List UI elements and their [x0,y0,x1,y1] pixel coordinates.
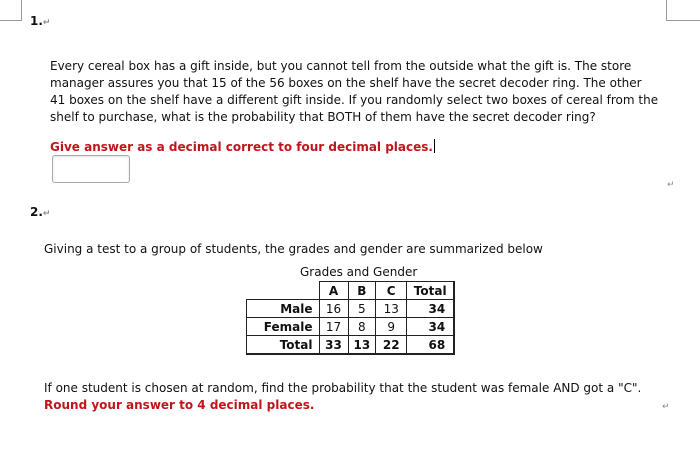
table-cell: 17 [319,318,348,336]
table-cell: 68 [407,336,455,355]
table-header-cell: B [348,282,376,300]
question-2-question: If one student is chosen at random, find the probability that the student was female AND got a "C". Round your answer to 4 decimal places. [44,381,642,412]
table-header-row [247,282,455,300]
table-header-cell: Total [407,282,455,300]
crop-mark-top-right-h [666,20,700,21]
table-cell: 13 [376,300,407,318]
table-row-label: Female [247,318,320,336]
table-corner-cell [247,282,320,300]
table-cell: 8 [348,318,376,336]
paragraph-mark-icon: ↵ [42,209,51,219]
question-1-text: Every cereal box has a gift inside, but you cannot tell from the outside what the gift is. The store manager assures you that 15 of the 56 boxes on the shelf have the secret decoder ring. The other 41 boxes on the shelf have a different gift inside. If you randomly select two boxes of cereal from the shelf to purchase, what is the probability that BOTH of them have the secret decoder ring? [50,59,659,124]
table-row-label: Male [247,300,320,318]
table-cell: 34 [407,318,455,336]
table-cell: 5 [348,300,376,318]
table-row [247,336,455,355]
paragraph-mark-icon: ↵ [42,18,51,28]
table-cell: 13 [348,336,376,355]
table-cell: 9 [376,318,407,336]
table-header-cell: A [319,282,348,300]
table-title: Grades and Gender [300,265,418,279]
table-row-label: Total [247,336,320,355]
crop-mark-top-left-h [0,20,22,21]
table-cell: 33 [319,336,348,355]
question-2-intro: Giving a test to a group of students, the grades and gender are summarized below [44,242,543,256]
paragraph-mark-icon: ↵ [662,402,670,412]
table-cell: 34 [407,300,455,318]
question-2-number: 2.↵ [30,205,51,219]
paragraph-mark-icon: ↵ [667,180,675,190]
table-row [247,318,455,336]
table-header-cell: C [376,282,407,300]
table-row [247,300,455,318]
grades-gender-table [246,281,455,355]
question-1-instruction: Give answer as a decimal correct to four decimal places. [50,140,433,154]
table-cell: 16 [319,300,348,318]
question-1-answer-input[interactable] [52,155,130,183]
table-cell: 22 [376,336,407,355]
question-1-number: 1.↵ [30,14,51,28]
crop-mark-top-right-v [666,0,667,20]
question-2-rounding-instruction: Round your answer to 4 decimal places. [44,398,315,412]
crop-mark-top-left-v [21,0,22,20]
text-cursor [434,139,435,153]
